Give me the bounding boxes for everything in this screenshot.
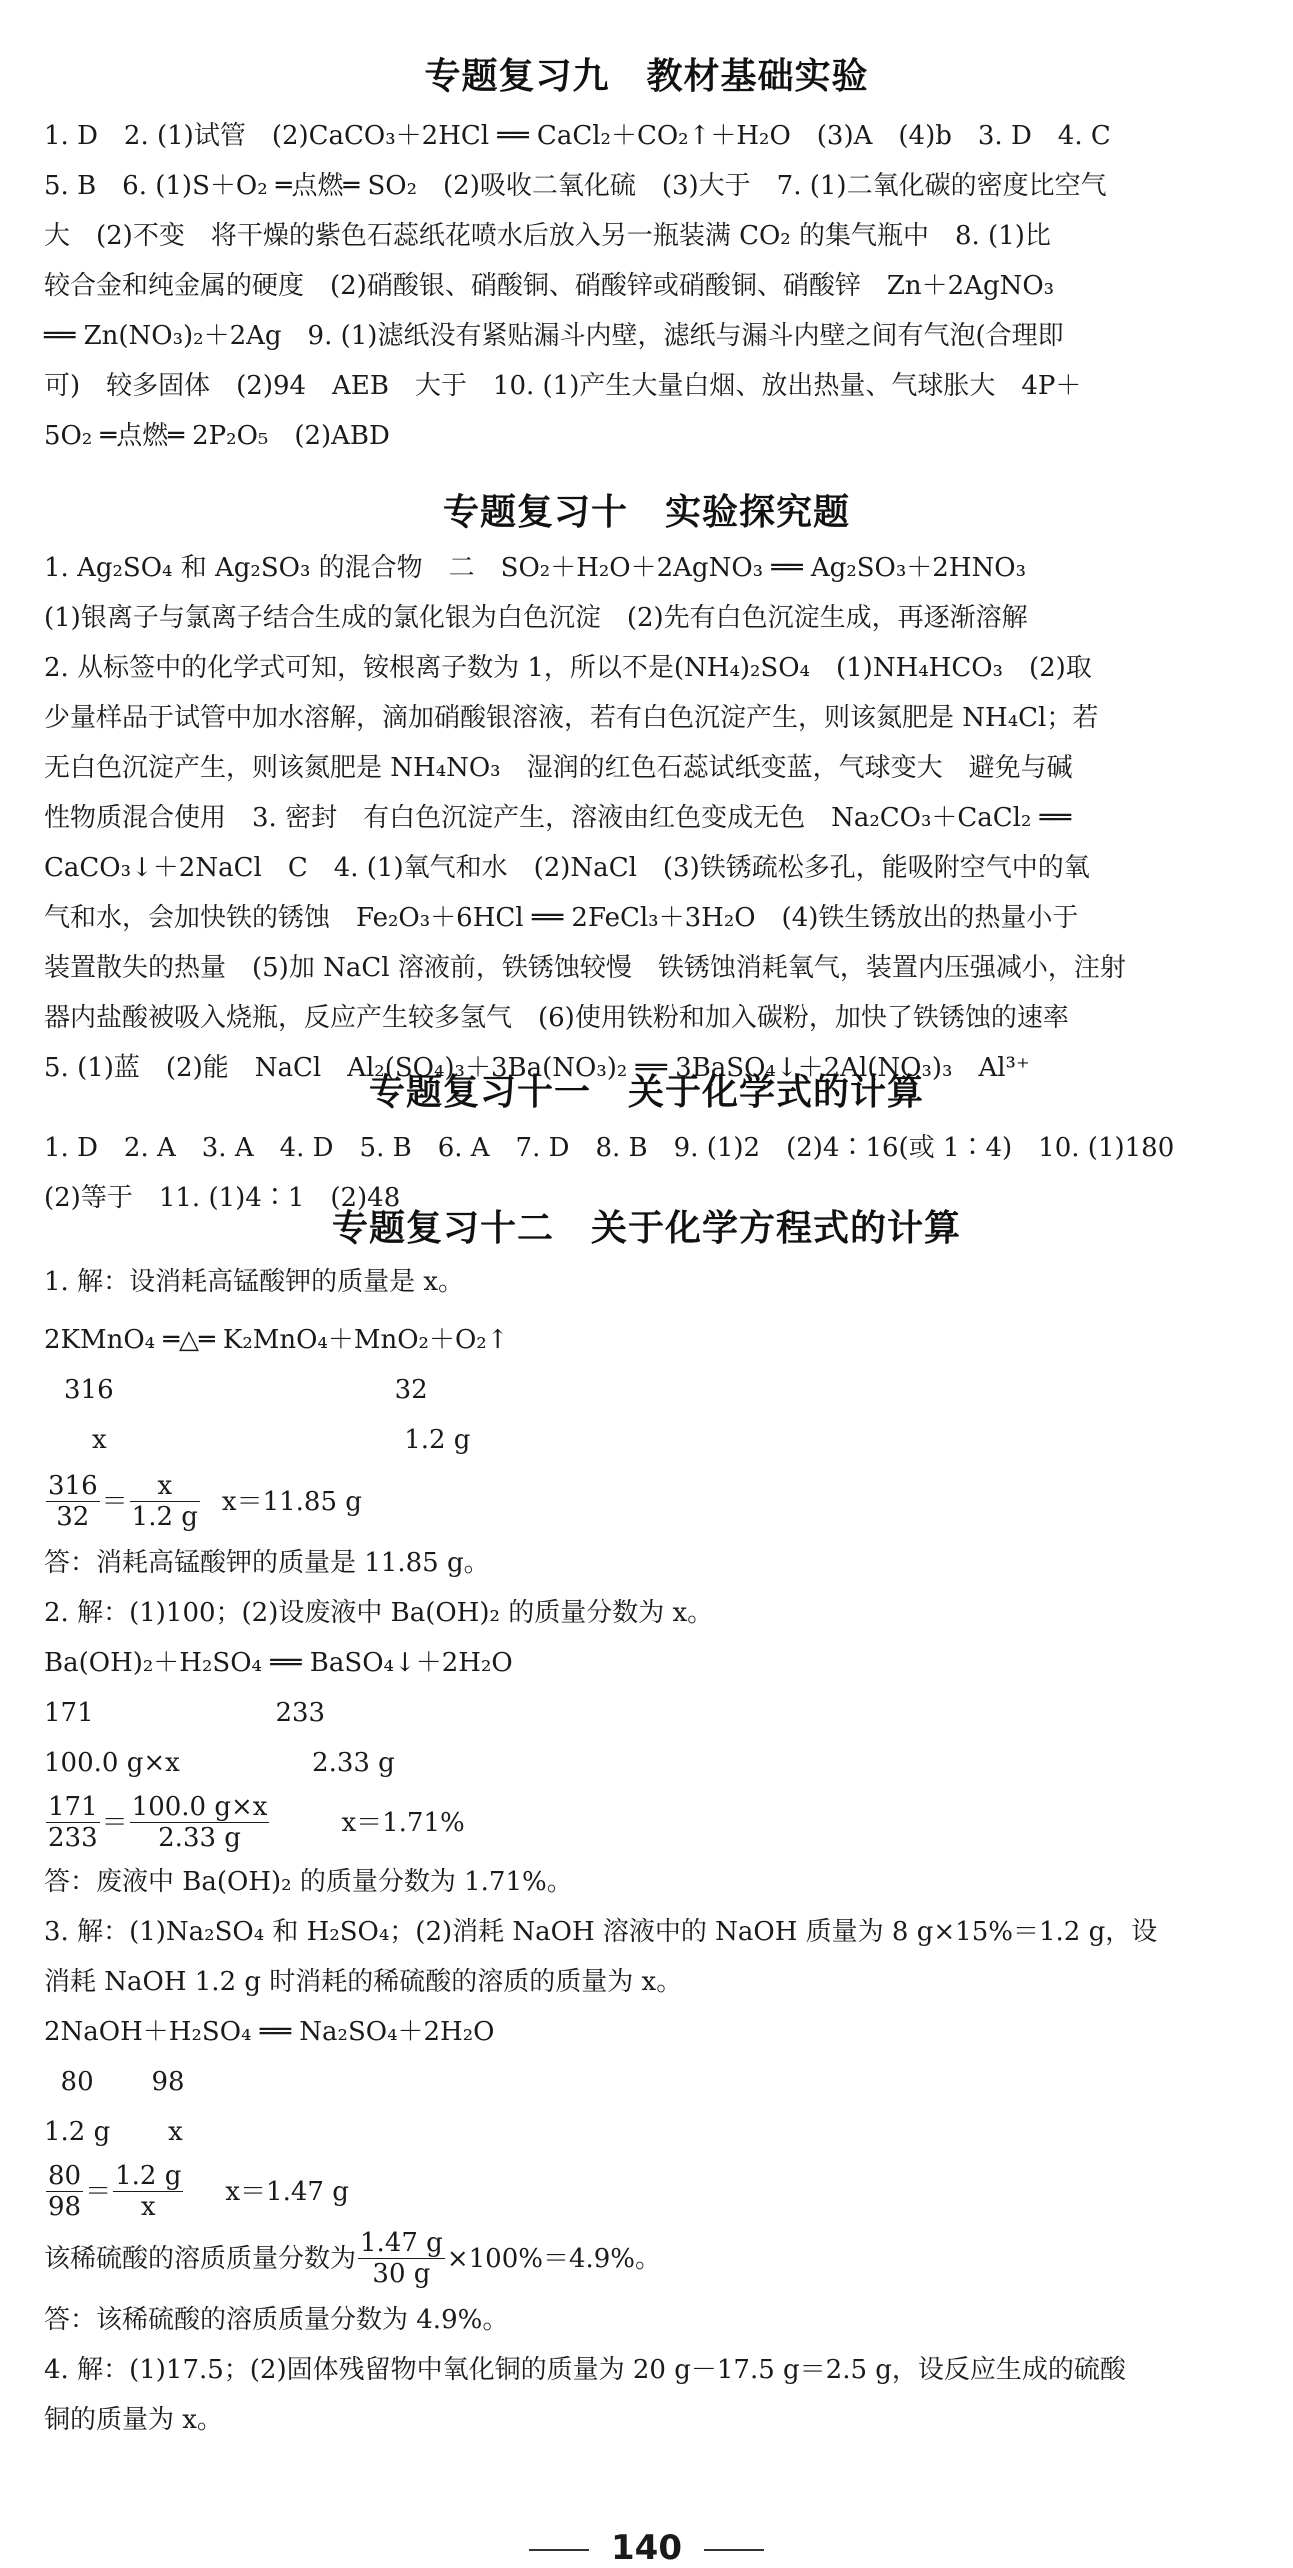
answer-line: 性物质混合使用 3. 密封 有白色沉淀产生，溶液由红色变成无色 Na₂CO₃＋CaCl₂ ══: [44, 803, 1071, 833]
proportion-line: $\frac{316}{32}$ ＝ $\frac{x}{1.2 g}$ x＝11.85 g: [48, 1471, 362, 1532]
concentration-line: 该稀硫酸的溶质质量分数为 $\frac{1.47 g}{30 g}$ ×100%＝4.9%。: [44, 2228, 661, 2289]
section-heading: 专题复习十一 关于化学式的计算: [368, 1072, 924, 1113]
ratio-row: 316 32: [64, 1375, 428, 1405]
answer-line: 大 (2)不变 将干燥的紫色石蕊纸花喷水后放入另一瓶装满 CO₂ 的集气瓶中 8. (1)比: [44, 221, 1051, 251]
answer-line: CaCO₃↓＋2NaCl C 4. (1)氧气和水 (2)NaCl (3)铁锈疏松多孔，能吸附空气中的氧: [44, 853, 1090, 883]
value-row: 100.0 g×x 2.33 g: [44, 1748, 395, 1778]
fraction: $\frac{171}{233}$: [48, 1792, 98, 1853]
answer-statement: 答：废液中 Ba(OH)₂ 的质量分数为 1.71%。: [44, 1867, 573, 1897]
fraction: $\frac{316}{32}$: [48, 1471, 98, 1532]
fraction: $\frac{100.0 g\times x}{2.33 g}$: [131, 1792, 268, 1853]
section-12: [44, 1200, 1249, 2445]
answer-line: 5. B 6. (1)S＋O₂ ═点燃═ SO₂ (2)吸收二氧化硫 (3)大于 7. (1)二氧化碳的密度比空气: [44, 171, 1107, 201]
answer-line: 2. 从标签中的化学式可知，铵根离子数为 1，所以不是(NH₄)₂SO₄ (1)NH₄HCO₃ (2)取: [44, 653, 1092, 683]
fraction: $\frac{x}{1.2 g}$: [131, 1471, 198, 1532]
answer-line: ══ Zn(NO₃)₂＋2Ag 9. (1)滤纸没有紧贴漏斗内壁，滤纸与漏斗内壁之间有气泡(合理即: [44, 321, 1064, 351]
fraction: $\frac{80}{98}$: [48, 2161, 82, 2222]
answer-line: 5. (1)蓝 (2)能 NaCl Al₂(SO₄)₃＋3Ba(NO₃)₂ ══ 3BaSO₄↓＋2Al(NO₃)₃ Al³⁺: [44, 1053, 1030, 1083]
answer-line: 1. D 2. (1)试管 (2)CaCO₃＋2HCl ══ CaCl₂＋CO₂↑＋H₂O (3)A (4)b 3. D 4. C: [44, 121, 1111, 151]
proportion-line: $\frac{80}{98}$ ＝ $\frac{1.2 g}{x}$ x＝1.47 g: [48, 2161, 349, 2222]
ratio-row: 80 98: [44, 2067, 185, 2097]
answer-line: 可) 较多固体 (2)94 AEB 大于 10. (1)产生大量白烟、放出热量、气球胀大 4P＋: [44, 371, 1082, 401]
section-heading: 专题复习十 实验探究题: [442, 492, 850, 533]
value-row: 1.2 g x: [44, 2117, 183, 2147]
solution-intro: 铜的质量为 x。: [44, 2405, 223, 2435]
answer-line: 气和水，会加快铁的锈蚀 Fe₂O₃＋6HCl ══ 2FeCl₃＋3H₂O (4)铁生锈放出的热量小于: [44, 903, 1079, 933]
result: x＝1.71%: [341, 1807, 465, 1838]
answer-line: 5O₂ ═点燃═ 2P₂O₅ (2)ABD: [44, 421, 390, 451]
value-row: x 1.2 g: [92, 1425, 471, 1455]
answer-line: 无白色沉淀产生，则该氮肥是 NH₄NO₃ 湿润的红色石蕊试纸变蓝，气球变大 避免与碱: [44, 753, 1073, 783]
solution-intro: 消耗 NaOH 1.2 g 时消耗的稀硫酸的溶质的质量为 x。: [44, 1967, 683, 1997]
result: x＝11.85 g: [221, 1486, 362, 1517]
answer-line: 少量样品于试管中加水溶解，滴加硝酸银溶液，若有白色沉淀产生，则该氮肥是 NH₄Cl；若: [44, 703, 1099, 733]
answer-line: 1. Ag₂SO₄ 和 Ag₂SO₃ 的混合物 二 SO₂＋H₂O＋2AgNO₃ ══ Ag₂SO₃＋2HNO₃: [44, 553, 1026, 583]
chemical-equation: 2KMnO₄ ═△═ K₂MnO₄＋MnO₂＋O₂↑: [44, 1325, 509, 1355]
fraction: $\frac{1.2 g}{x}$: [115, 2161, 182, 2222]
answer-line: 1. D 2. A 3. A 4. D 5. B 6. A 7. D 8. B 9. (1)2 (2)4∶16(或 1∶4) 10. (1)180: [44, 1133, 1175, 1163]
answer-line: 较合金和纯金属的硬度 (2)硝酸银、硝酸铜、硝酸锌或硝酸铜、硝酸锌 Zn＋2AgNO₃: [44, 271, 1055, 301]
section-heading: 专题复习九 教材基础实验: [424, 56, 869, 97]
answer-line: (1)银离子与氯离子结合生成的氯化银为白色沉淀 (2)先有白色沉淀生成，再逐渐溶解: [44, 603, 1028, 633]
solution-intro: 2. 解：(1)100；(2)设废液中 Ba(OH)₂ 的质量分数为 x。: [44, 1598, 714, 1628]
solution-intro: 3. 解：(1)Na₂SO₄ 和 H₂SO₄；(2)消耗 NaOH 溶液中的 NaOH 质量为 8 g×15%＝1.2 g，设: [44, 1917, 1158, 1947]
section-heading: 专题复习十二 关于化学方程式的计算: [331, 1208, 961, 1249]
chemical-equation: 2NaOH＋H₂SO₄ ══ Na₂SO₄＋2H₂O: [44, 2017, 495, 2047]
page-number: 140: [0, 2528, 1293, 2568]
answer-line: 装置散失的热量 (5)加 NaCl 溶液前，铁锈蚀较慢 铁锈蚀消耗氧气，装置内压强减小，注射: [44, 953, 1126, 983]
proportion-line: $\frac{171}{233}$ ＝ $\frac{100.0 g\times x}{2.33 g}$ x＝1.71%: [48, 1792, 465, 1853]
result: x＝1.47 g: [225, 2176, 349, 2207]
section-10: [44, 484, 1249, 1093]
answer-statement: 答：消耗高锰酸钾的质量是 11.85 g。: [44, 1548, 490, 1578]
ratio-row: 171 233: [44, 1698, 326, 1728]
solution-intro: 4. 解：(1)17.5；(2)固体残留物中氧化铜的质量为 20 g－17.5 g＝2.5 g，设反应生成的硫酸: [44, 2355, 1126, 2385]
solution-intro: 1. 解：设消耗高锰酸钾的质量是 x。: [44, 1267, 464, 1297]
answer-statement: 答：该稀硫酸的溶质质量分数为 4.9%。: [44, 2305, 509, 2335]
answer-line: 器内盐酸被吸入烧瓶，反应产生较多氢气 (6)使用铁粉和加入碳粉，加快了铁锈蚀的速率: [44, 1003, 1069, 1033]
chemical-equation: Ba(OH)₂＋H₂SO₄ ══ BaSO₄↓＋2H₂O: [44, 1648, 513, 1678]
section-9: [44, 48, 1249, 461]
fraction: $\frac{1.47 g}{30 g}$: [360, 2228, 443, 2289]
answer-line: (2)等于 11. (1)4∶1 (2)48: [44, 1183, 401, 1213]
